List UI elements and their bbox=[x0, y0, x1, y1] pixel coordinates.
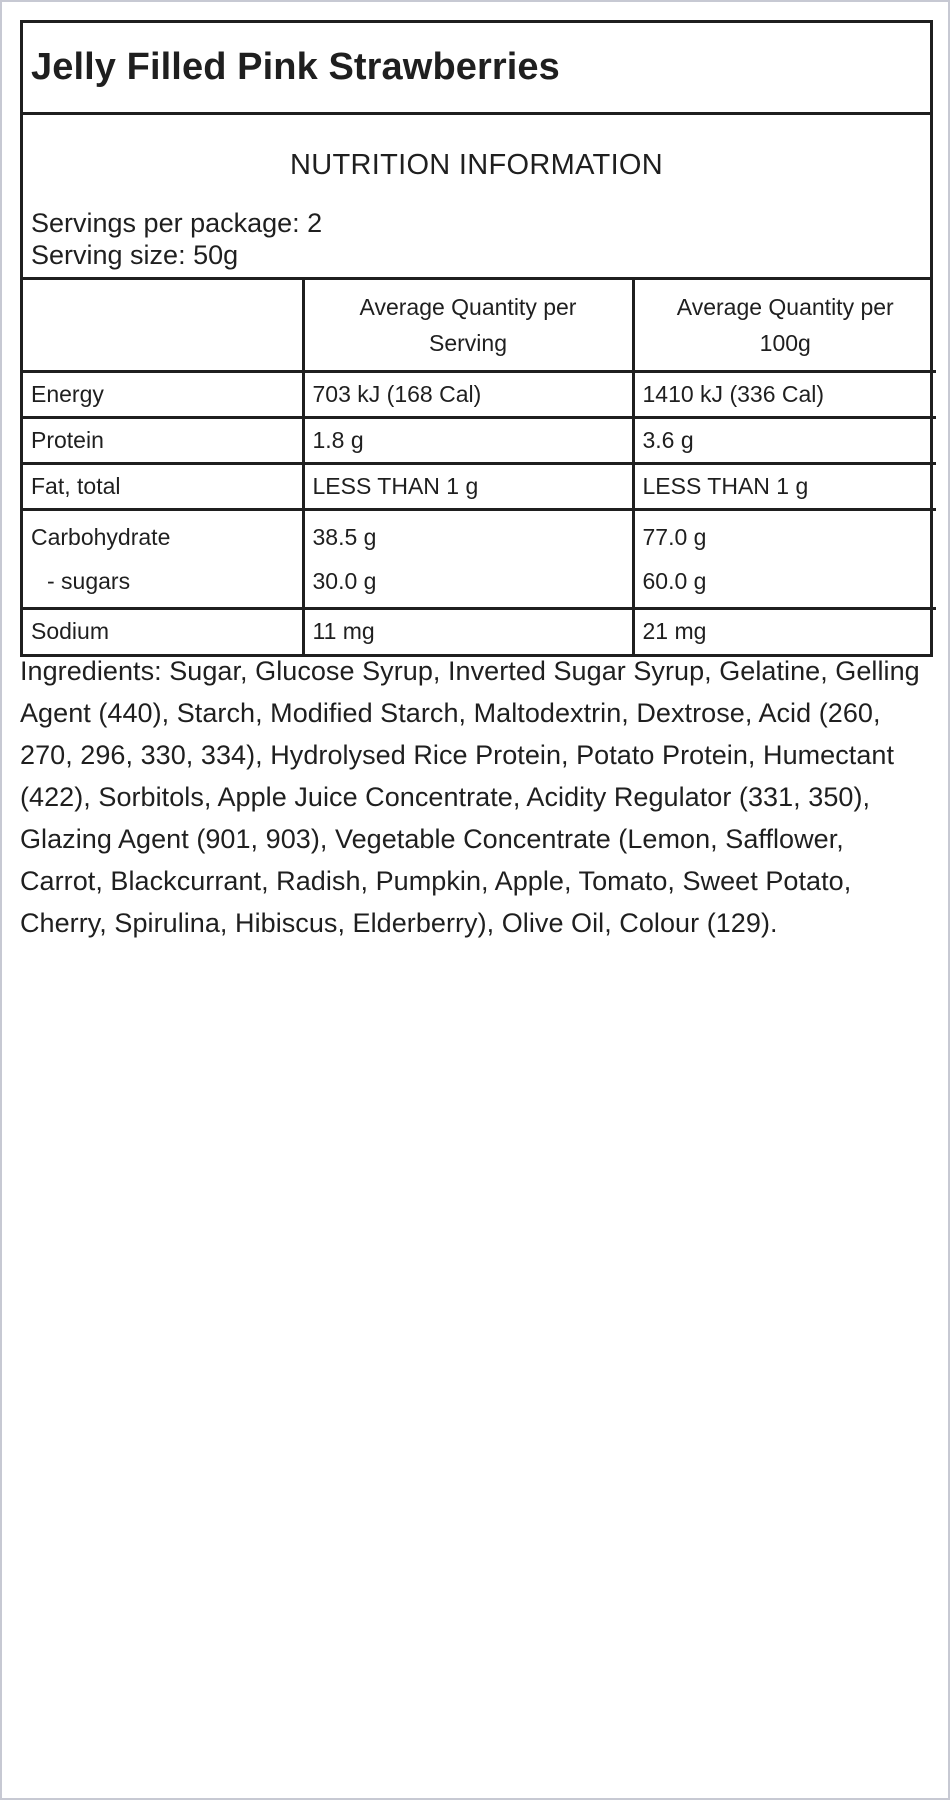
per-serving-value: 1.8 g bbox=[303, 417, 633, 463]
nutrient-name: Fat, total bbox=[23, 463, 303, 509]
per-serving-value: LESS THAN 1 g bbox=[303, 463, 633, 509]
per-serving-column-header: Average Quantity per Serving bbox=[303, 280, 633, 371]
serving-info bbox=[31, 207, 322, 271]
sub-per-100g-value: 60.0 g bbox=[642, 567, 707, 594]
per-serving-value: 703 kJ (168 Cal) bbox=[303, 371, 633, 417]
nutrient-name: Sodium bbox=[23, 608, 303, 654]
per-serving-cell bbox=[303, 509, 633, 608]
product-title: Jelly Filled Pink Strawberries bbox=[23, 23, 930, 115]
per-serving-value: 11 mg bbox=[303, 608, 633, 654]
ingredients-text: Ingredients: Sugar, Glucose Syrup, Inverted Sugar Syrup, Gelatine, Gelling Agent (440), Starch, Modified Starch, Maltodextrin, Dextrose, Acid (260, 270, 296, 330, 334), Hydrolysed Rice Protein, Potato Protein, Humectant (422), Sorbitols, Apple Juice Concentrate, Acidity Regulator (331, 350), Glazing Agent (901, 903), Vegetable Concentrate (Lemon, Safflower, Carrot, Blackcurrant, Radish, Pumpkin, Apple, Tomato, Sweet Potato, Cherry, Spirulina, Hibiscus, Elderberry), Olive Oil, Colour (129). bbox=[20, 656, 920, 938]
table-header-row bbox=[23, 280, 936, 371]
per-100g-column-header: Average Quantity per 100g bbox=[633, 280, 936, 371]
table-row bbox=[23, 509, 936, 608]
per-100g-value: 3.6 g bbox=[633, 417, 936, 463]
per-100g-value: 1410 kJ (336 Cal) bbox=[633, 371, 936, 417]
sub-per-serving-value: 30.0 g bbox=[312, 567, 377, 594]
nutrient-column-header bbox=[23, 280, 303, 371]
nutrient-name-cell bbox=[23, 509, 303, 608]
sub-nutrient-name: - sugars bbox=[47, 567, 131, 594]
nutrient-name: Protein bbox=[23, 417, 303, 463]
table-row bbox=[23, 608, 936, 654]
servings-per-package: Servings per package: 2 bbox=[31, 208, 323, 238]
table-row bbox=[23, 463, 936, 509]
nutrition-label bbox=[20, 20, 933, 657]
nutrition-heading: NUTRITION INFORMATION bbox=[289, 149, 664, 181]
table-row bbox=[23, 417, 936, 463]
per-100g-value: 77.0 g bbox=[642, 523, 707, 550]
per-serving-value: 38.5 g bbox=[312, 523, 377, 550]
nutrient-name: Carbohydrate bbox=[31, 523, 171, 550]
serving-size: Serving size: 50g bbox=[31, 240, 239, 270]
per-100g-cell bbox=[633, 509, 936, 608]
per-100g-value: LESS THAN 1 g bbox=[633, 463, 936, 509]
nutrient-name: Energy bbox=[23, 371, 303, 417]
nutrition-table bbox=[23, 280, 936, 654]
table-row bbox=[23, 371, 936, 417]
per-100g-value: 21 mg bbox=[633, 608, 936, 654]
nutrition-header bbox=[23, 115, 930, 280]
